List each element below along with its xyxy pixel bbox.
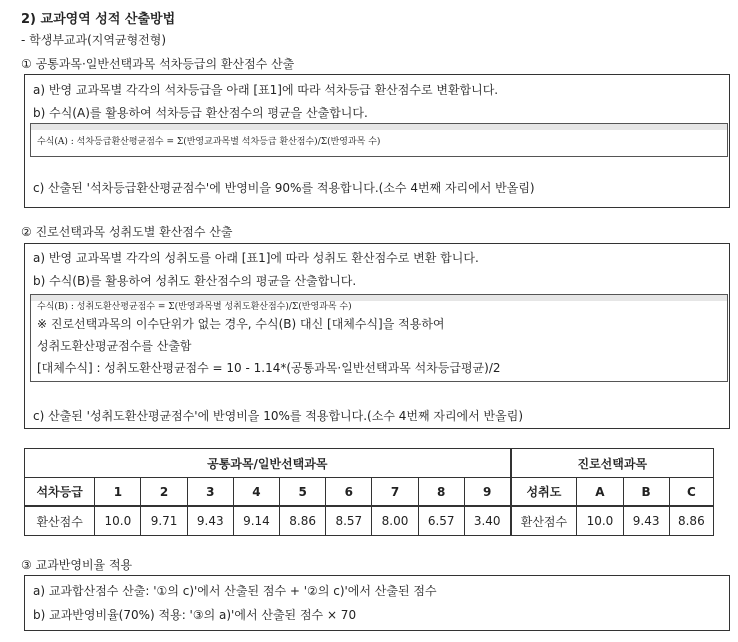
group-header-general: 공통과목/일반선택과목 xyxy=(25,449,511,478)
grade-cell: 3 xyxy=(187,478,233,507)
score-cell: 10.0 xyxy=(577,506,623,536)
grade-cell: 4 xyxy=(233,478,279,507)
grade-cell: 1 xyxy=(95,478,141,507)
grade-cell: 6 xyxy=(326,478,372,507)
score-table xyxy=(24,448,714,536)
section2-line-b: b) 수식(B)를 활용하여 성취도 환산점수의 평균을 산출합니다. xyxy=(33,274,357,288)
score-cell: 8.86 xyxy=(669,506,713,536)
substitute-formula: [대체수식] : 성취도환산평균점수 = 10 - 1.14*(공통과목·일반선택과목 석차등급평균)/2 xyxy=(37,361,501,375)
substitute-note-1: ※ 진로선택과목의 이수단위가 없는 경우, 수식(B) 대신 [대체수식]을 적용하여 xyxy=(37,317,445,331)
row-label: 환산점수 xyxy=(511,506,577,536)
formula-a-box xyxy=(30,123,728,157)
table-header-row xyxy=(25,478,714,507)
score-cell: 3.40 xyxy=(464,506,510,536)
level-cell: A xyxy=(577,478,623,507)
score-cell: 6.57 xyxy=(418,506,464,536)
row-label: 환산점수 xyxy=(25,506,95,536)
achievement-header: 성취도 xyxy=(511,478,577,507)
section3-line-a: a) 교과합산점수 산출: '①의 c)'에서 산출된 점수 + '②의 c)'에서 산출된 점수 xyxy=(33,584,437,598)
section2-line-c: c) 산출된 '성취도환산평균점수'에 반영비을 10%를 적용합니다.(소수 4번째 자리에서 반올림) xyxy=(33,409,524,423)
table-group-row xyxy=(25,449,714,478)
subtitle: - 학생부교과(지역균형전형) xyxy=(21,33,167,47)
grade-cell: 9 xyxy=(464,478,510,507)
section1-line-b: b) 수식(A)를 활용하여 석차등급 환산점수의 평균을 산출합니다. xyxy=(33,106,368,120)
score-cell: 8.00 xyxy=(372,506,418,536)
grade-cell: 2 xyxy=(141,478,187,507)
score-cell: 9.43 xyxy=(187,506,233,536)
grade-cell: 8 xyxy=(418,478,464,507)
score-cell: 8.57 xyxy=(326,506,372,536)
section1-heading: ① 공통과목·일반선택과목 석차등급의 환산점수 산출 xyxy=(21,57,295,71)
section2-box xyxy=(24,243,730,429)
section1-box xyxy=(24,74,730,208)
score-cell: 8.86 xyxy=(280,506,326,536)
score-cell: 9.43 xyxy=(623,506,669,536)
section3-heading: ③ 교과반영비율 적용 xyxy=(21,558,133,572)
formula-b-text: 수식(B) : 성취도환산평균점수 = Σ(반영과목별 성취도환산점수)/Σ(반영과목 수) xyxy=(37,302,352,312)
section1-line-c: c) 산출된 '석차등급환산평균점수'에 반영비을 90%를 적용합니다.(소수 4번째 자리에서 반올림) xyxy=(33,181,535,195)
formula-a-shade xyxy=(31,124,727,130)
table-row xyxy=(25,506,714,536)
grade-cell: 5 xyxy=(280,478,326,507)
level-cell: C xyxy=(669,478,713,507)
section1-line-a: a) 반영 교과목별 각각의 석차등급을 아래 [표1]에 따라 석차등급 환산점수로 변환합니다. xyxy=(33,83,499,97)
section3-line-b: b) 교과반영비율(70%) 적용: '③의 a)'에서 산출된 점수 × 70 xyxy=(33,608,357,622)
group-header-career: 진로선택과목 xyxy=(511,449,714,478)
level-cell: B xyxy=(623,478,669,507)
page-title: 2) 교과영역 성적 산출방법 xyxy=(21,12,176,27)
score-cell: 9.14 xyxy=(233,506,279,536)
section3-box xyxy=(24,575,730,631)
grade-cell: 7 xyxy=(372,478,418,507)
score-cell: 9.71 xyxy=(141,506,187,536)
section2-line-a: a) 반영 교과목별 각각의 성취도를 아래 [표1]에 따라 성취도 환산점수로 변환 합니다. xyxy=(33,251,479,265)
substitute-note-2: 성취도환산평균점수를 산출함 xyxy=(37,339,192,353)
score-cell: 10.0 xyxy=(95,506,141,536)
formula-a-text: 수식(A) : 석차등급환산평균점수 = Σ(반영교과목별 석차등급 환산점수)/Σ(반영과목 수) xyxy=(37,137,381,147)
section2-heading: ② 진로선택과목 성취도별 환산점수 산출 xyxy=(21,225,233,239)
grade-header: 석차등급 xyxy=(25,478,95,507)
formula-b-box xyxy=(30,294,728,382)
